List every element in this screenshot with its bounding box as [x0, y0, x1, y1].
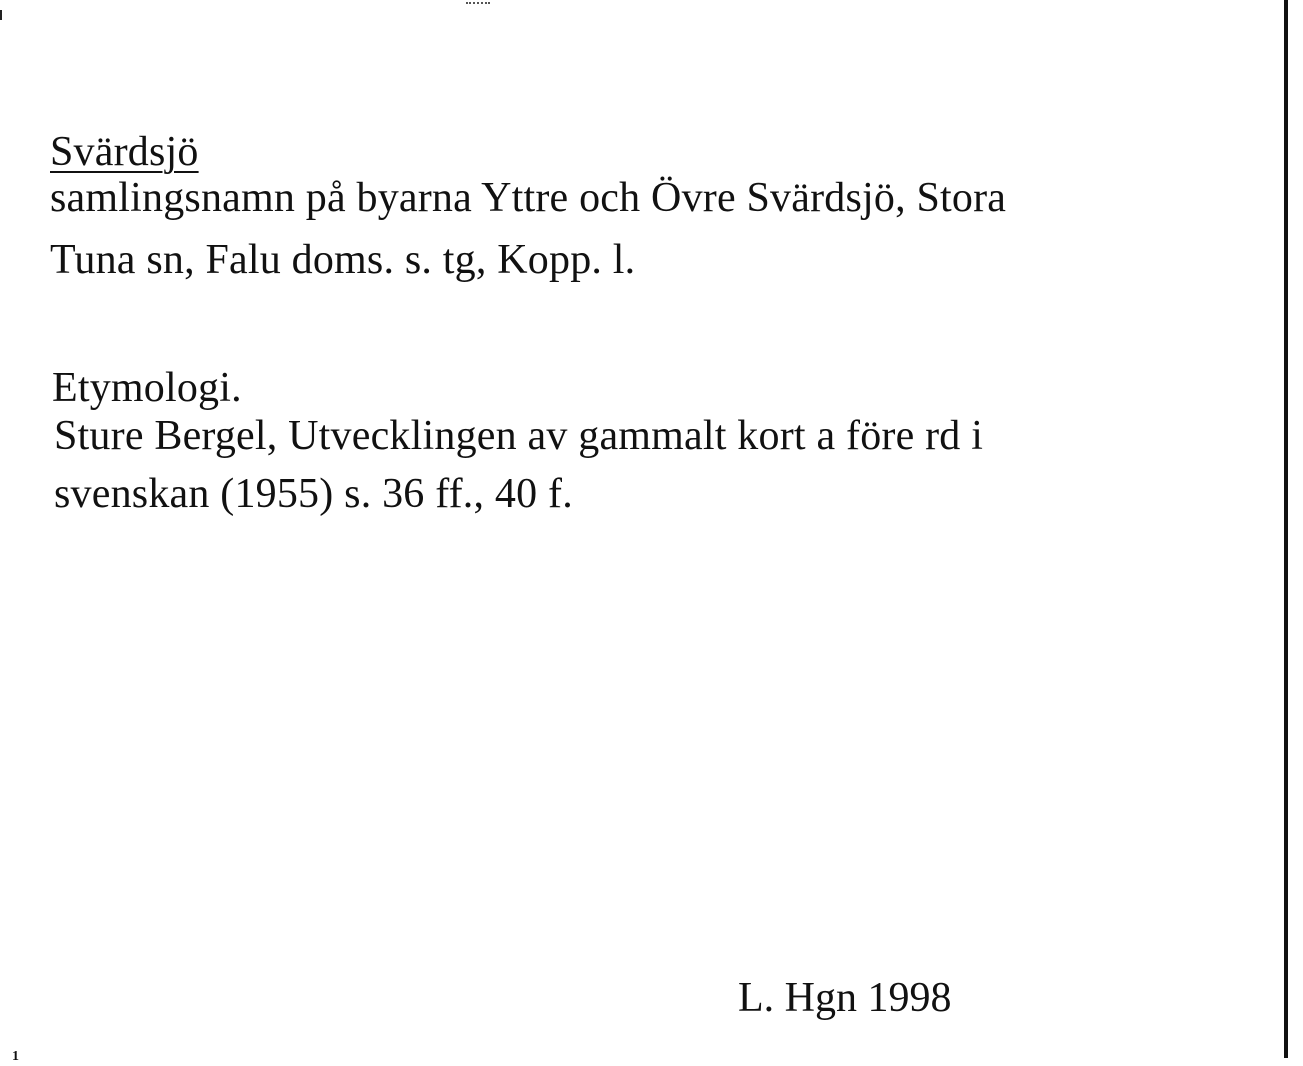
- etymology-heading: Etymologi.: [52, 365, 242, 411]
- headword: Svärdsjö: [50, 129, 199, 175]
- page-marker: 1: [12, 1049, 19, 1064]
- etymology-line-1: Sture Bergel, Utvecklingen av gammalt kort a före rd i: [54, 413, 984, 459]
- author-signature: L. Hgn 1998: [738, 975, 952, 1021]
- scan-edge-mark: [0, 10, 2, 20]
- scan-speckle: [466, 2, 490, 6]
- etymology-line-2: svenskan (1955) s. 36 ff., 40 f.: [54, 471, 573, 517]
- description-line-1: samlingsnamn på byarna Yttre och Övre Svärdsjö, Stora: [50, 175, 1007, 221]
- card-right-edge: [1284, 0, 1288, 1058]
- description-line-2: Tuna sn, Falu doms. s. tg, Kopp. l.: [50, 237, 636, 283]
